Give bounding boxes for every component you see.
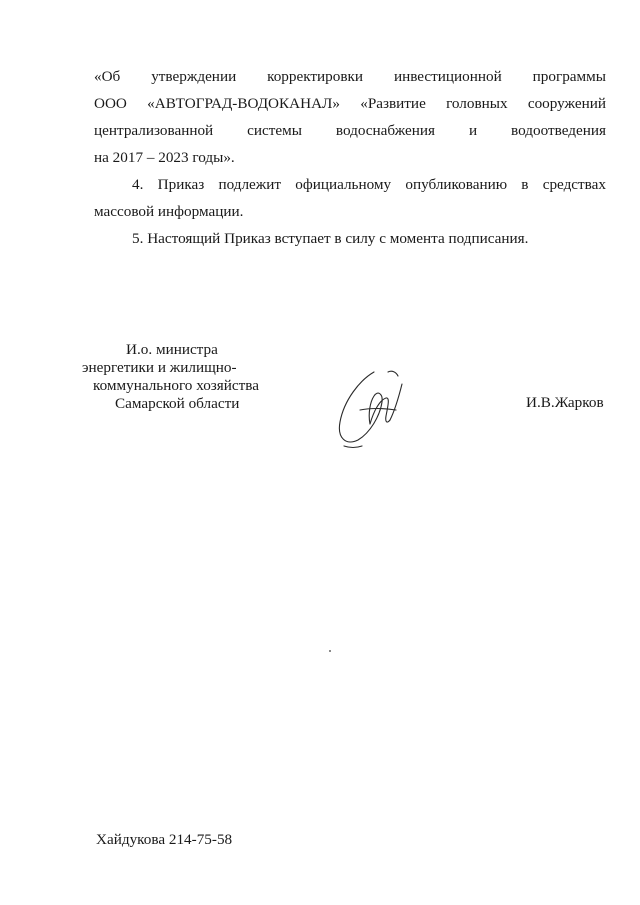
position-line: энергетики и жилищно- [82,359,237,376]
word: инвестиционной [393,68,502,85]
continuation-paragraph [94,63,606,171]
position-line: Самарской области [115,395,240,412]
signer-position [82,341,282,413]
word: программы [532,68,606,85]
handwritten-signature-icon [330,366,410,452]
position-line: И.о. министра [126,341,218,358]
item-5-paragraph [94,225,606,252]
text-line [94,117,606,144]
signer-name: И.В.Жарков [526,394,604,411]
text-line [94,90,606,117]
word: корректировки [267,68,364,85]
item-4-paragraph [94,171,606,225]
word: «Об [94,68,121,85]
text-line: массовой информации. [94,203,244,220]
word: сооружений [527,95,606,112]
word: водоснабжения [335,122,436,139]
word: ООО [94,95,127,112]
word: системы [247,122,302,139]
word: «Развитие [360,95,426,112]
text-line: 4. Приказ подлежит официальному опубликованию в средствах [132,176,606,193]
document-body [94,63,606,252]
word: головных [446,95,508,112]
text-line: на 2017 – 2023 годы». [94,149,235,166]
speck-mark [329,650,331,652]
position-line: коммунального хозяйства [93,377,260,394]
word: и [468,122,478,139]
word: утверждении [151,68,237,85]
word: централизованной [94,122,214,139]
word: водоотведения [511,122,606,139]
word: «АВТОГРАД-ВОДОКАНАЛ» [147,95,340,112]
text-line [94,63,606,90]
executor-contact: Хайдукова 214-75-58 [96,831,233,848]
text-line: 5. Настоящий Приказ вступает в силу с момента подписания. [132,230,529,247]
